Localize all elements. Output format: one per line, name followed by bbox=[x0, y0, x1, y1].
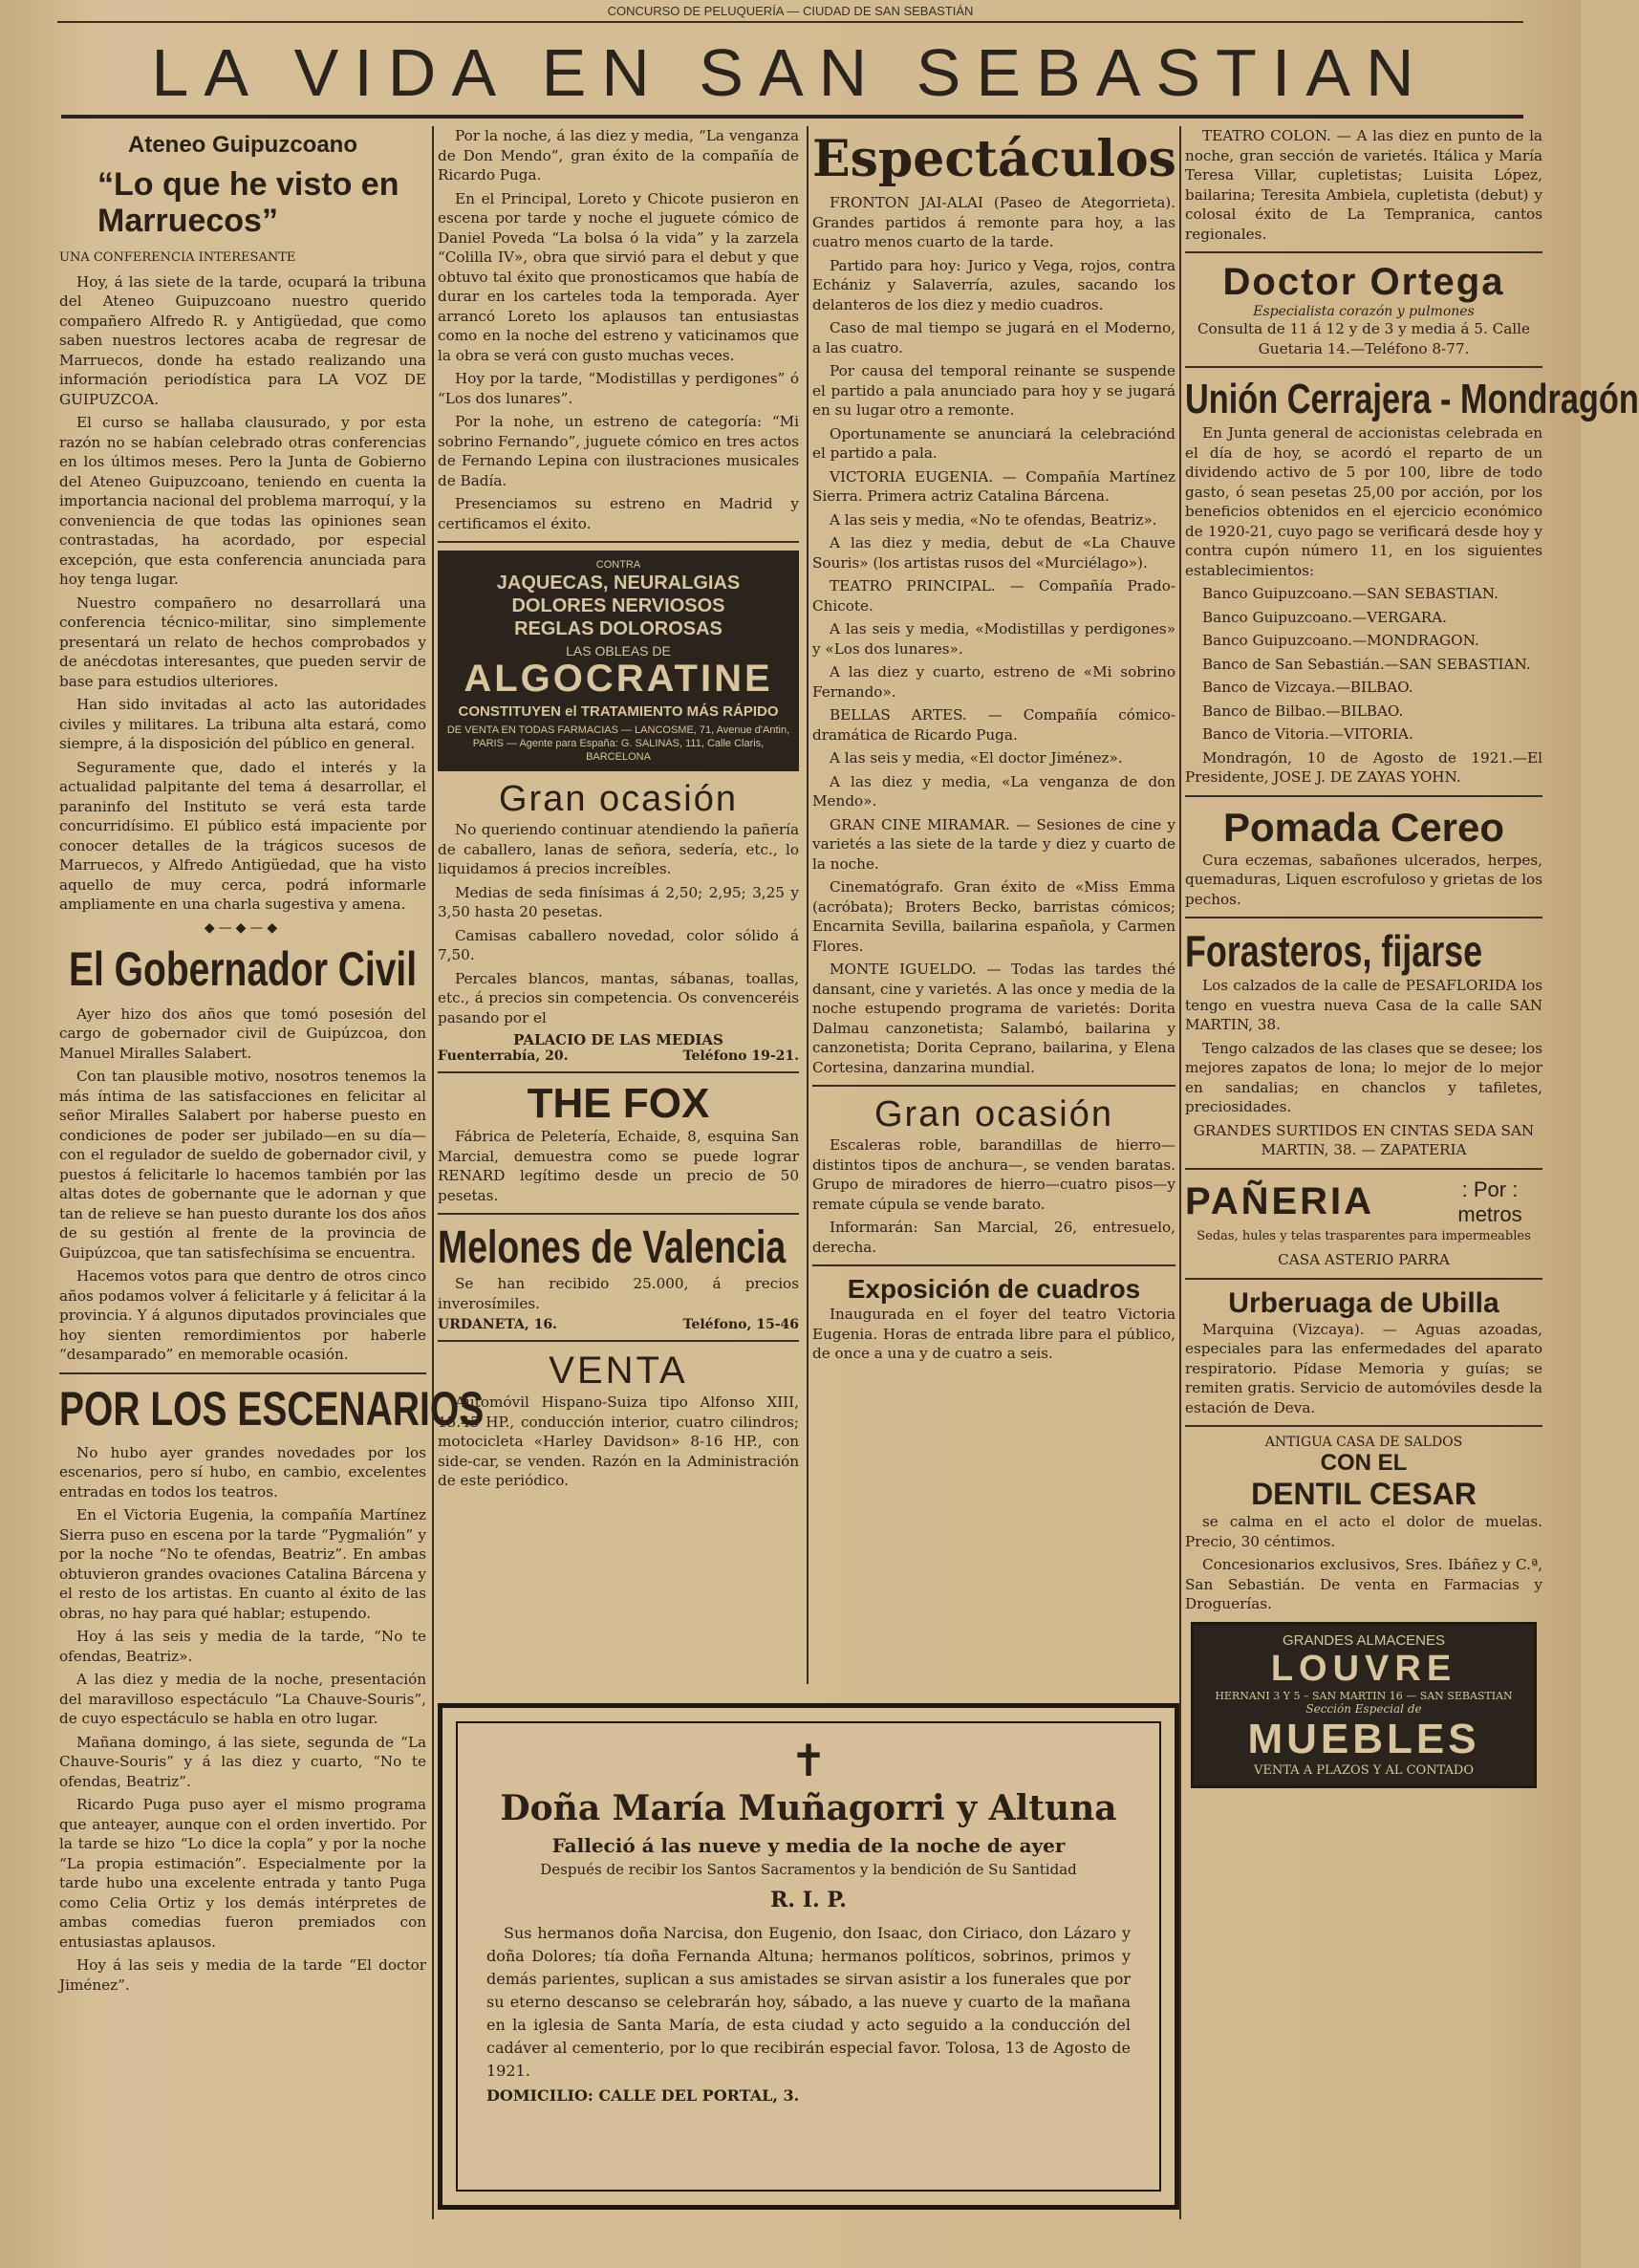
funeral-rip: R. I. P. bbox=[770, 1888, 847, 1912]
listing: MONTE IGUELDO. — Todas las tardes thé dansant, cine y varietés. A las once y media de la noche estupendo programa de varietés: Dorita Dalmau canzonetista; Salambó, bailarina y canzonetista; Dorita Ceprano, bailarina, y Elena Cortesina, danzarina mundial. bbox=[812, 961, 1175, 1076]
cross-icon: ✝ bbox=[789, 1735, 828, 1786]
funeral-line1: Falleció á las nueve y media de la noche de ayer bbox=[551, 1834, 1066, 1857]
urberuaga-title: Urberuaga de Ubilla bbox=[1228, 1286, 1499, 1319]
dentil-title: DENTIL CESAR bbox=[1251, 1477, 1477, 1511]
gran-ocasion-2-title: Gran ocasión bbox=[873, 1094, 1113, 1134]
algo-line: REGLAS DOLOROSAS bbox=[514, 618, 722, 639]
divider bbox=[1185, 366, 1542, 368]
divider bbox=[1185, 1278, 1542, 1280]
column-3 bbox=[812, 126, 1175, 1674]
ateneo-subhead: UNA CONFERENCIA INTERESANTE bbox=[59, 250, 296, 265]
algo-line: DOLORES NERVIOSOS bbox=[511, 595, 725, 616]
paragraph: Sedas, hules y telas trasparentes para impermeables bbox=[1197, 1228, 1531, 1243]
venta-title: VENTA bbox=[549, 1350, 688, 1392]
espectaculos-title: Espectáculos bbox=[812, 130, 1176, 188]
divider bbox=[1185, 917, 1542, 918]
funeral-line2: Después de recibir los Santos Sacramentos y la bendición de Su Santidad bbox=[540, 1861, 1077, 1878]
listing: TEATRO PRINCIPAL. — Compañía Prado-Chicote. bbox=[812, 577, 1175, 615]
paragraph: Hacemos votos para que dentro de otros cinco años podamos volver á felicitarle y á felicitar á la provincia. Y á algunos diputados provinciales que hoy sienten remordimientos por haberle “desamparado” en memorable ocasión. bbox=[59, 1267, 426, 1363]
divider bbox=[1185, 1425, 1542, 1427]
funeral-text: Sus hermanos doña Narcisa, don Eugenio, don Isaac, don Ciriaco, don Lázaro y doña Dolores; tía doña Fernanda Altuna; hermanos políticos, sobrinos, primos y demás parientes, suplican a sus amistades se sirvan asistir a los funerales que por su eterno descanso se celebrarán hoy, sábado, a las nueve y cuarto de la mañana en la iglesia de Santa María, de esta ciudad y acto seguido a la conducción del cadáver al cementerio, por lo que recibirán especial favor. Tolosa, 13 de Agosto de 1921. bbox=[486, 1924, 1131, 2080]
paragraph: Los calzados de la calle de PESAFLORIDA los tengo en vuestra nueva Casa de la calle SAN MARTIN, 38. bbox=[1185, 977, 1542, 1033]
paragraph: A las diez y media de la noche, presentación del maravilloso espectáculo “La Chauve-Souris”, de cuyo espectáculo se habla en otro lugar. bbox=[59, 1671, 426, 1727]
louvre-muebles: MUEBLES bbox=[1247, 1715, 1480, 1762]
funeral-inner bbox=[456, 1721, 1161, 2192]
divider bbox=[438, 541, 799, 543]
listing: A las seis y media, «No te ofendas, Beatriz». bbox=[830, 510, 1157, 529]
forasteros-title: Forasteros, fijarse bbox=[1185, 926, 1483, 976]
store-name: PALACIO DE LAS MEDIAS bbox=[513, 1031, 723, 1048]
column-4 bbox=[1185, 126, 1639, 2229]
paragraph: Nuestro compañero no desarrollará una conferencia técnico-militar, sino simplemente presentará un relato de hechos comprobados y de anécdotas interesantes, que pueden servir de base para estudios ulteriores. bbox=[59, 594, 426, 690]
dentil-con: CON EL bbox=[1320, 1450, 1408, 1476]
ortega-sub: Especialista corazón y pulmones bbox=[1253, 304, 1475, 319]
listing: Oportunamente se anunciará la celebraciónd el partido a pala. bbox=[812, 424, 1175, 462]
paragraph: En el Victoria Eugenia, la compañía Martínez Sierra puso en escena por la tarde “Pygmalión” y por la noche “No te ofendas, Beatriz”. En ambas obtuvieron grandes ovaciones Catalina Bárcena y el resto de los artistas. En cuanto al éxito de las obras, no hay para qué hablar; estupendo. bbox=[59, 1506, 426, 1622]
ortega-title: Doctor Ortega bbox=[1222, 261, 1505, 303]
phone: Teléfono, 15-46 bbox=[682, 1317, 799, 1332]
bank: Banco de Vitoria.—VITORIA. bbox=[1202, 725, 1413, 743]
paragraph: En el Principal, Loreto y Chicote pusieron en escena por tarde y noche el juguete cómico de Daniel Poveda “La bolsa ó la vida” y la zarzela “Colilla IV», obra que sirvió para el debut y que obtuvo tal éxito que pronosticamos que había de durar en los carteles toda la temporada. Ayer arrancó Loreto los aplausos tan entusiastas como en la noche del estreno y vaticinamos que la obra se verá con gusto muchas veces. bbox=[438, 189, 799, 364]
escenarios-title: POR LOS ESCENARIOS bbox=[59, 1381, 485, 1436]
listing: BELLAS ARTES. — Compañía cómico-dramática de Ricardo Puga. bbox=[812, 706, 1175, 744]
louvre-top: GRANDES ALMACENES bbox=[1282, 1631, 1446, 1649]
bank: Banco Guipuzcoano.—VERGARA. bbox=[1202, 608, 1447, 626]
bank: Banco Guipuzcoano.—MONDRAGON. bbox=[1202, 632, 1479, 649]
paragraph: Ayer hizo dos años que tomó posesión del cargo de gobernador civil de Guipúzcoa, don Manuel Miralles Salabert. bbox=[59, 1004, 426, 1062]
paragraph: Seguramente que, dado el interés y la actualidad palpitante del tema á desarrollar, el paraninfo del Instituto se verá esta tarde concurridísimo. El público está impaciente por conocer detalles de la trágicos sucesos de Marruecos, y Alfredo Antigüedad, que ha visto aquello de muy cerca, podrá informarle ampliamente en una charla sugestiva y amena. bbox=[59, 758, 426, 913]
paragraph: Ricardo Puga puso ayer el mismo programa que anteayer, aunque con el orden invertido. Por la tarde se hizo “Lo dice la copla” y por la noche “La propia estimación”. Especialmente por la tarde hubo una excelente entrada y tanto Puga como Celia Ortiz y los demás intérpretes de ambas comedias fueron premiados con entusiastas aplausos. bbox=[59, 1796, 426, 1951]
bank: Banco de San Sebastián.—SAN SEBASTIAN. bbox=[1202, 655, 1531, 673]
algo-small: DE VENTA EN TODAS FARMACIAS — LANCOSME, 71, Avenue d'Antin, PARIS — Agente para España: G. SALINAS, 111, Calle Claris, BARCELONA bbox=[446, 724, 790, 763]
paragraph: Informarán: San Marcial, 26, entresuelo, derecha. bbox=[812, 1219, 1175, 1256]
paragraph: Escaleras roble, barandillas de hierro—distintos tipos de anchura—, se venden baratas. Grupo de miradores de hierro—cuatro pisos—y remate cúpula se vende barato. bbox=[812, 1136, 1175, 1213]
paragraph: No queriendo continuar atendiendo la pañería de caballero, lanas de señora, sedería, etc., lo liquidamos á precios increíbles. bbox=[438, 821, 799, 877]
paragraph: Camisas caballero novedad, color sólido á 7,50. bbox=[438, 926, 799, 963]
divider bbox=[59, 1372, 426, 1374]
paragraph: se calma en el acto el dolor de muelas. Precio, 30 céntimos. bbox=[1185, 1513, 1542, 1550]
louvre-ad bbox=[1191, 1622, 1537, 1788]
paragraph: Se han recibido 25.000, á precios inverosímiles. bbox=[438, 1275, 799, 1312]
gran-ocasion-title: Gran ocasión bbox=[498, 779, 738, 819]
column-rule bbox=[1179, 126, 1181, 2219]
listing: Cinematógrafo. Gran éxito de «Miss Emma (acróbata); Broters Becko, barristas cómicos; Encarnita Sevilla, bailarina española, y Carmen Flores. bbox=[812, 878, 1175, 955]
listing: Por causa del temporal reinante se suspende el partido a pala anunciado para hoy y se jugará en su lugar otro a remonte. bbox=[812, 362, 1175, 419]
bank: Banco de Bilbao.—BILBAO. bbox=[1202, 702, 1404, 720]
paragraph: CASA ASTERIO PARRA bbox=[1278, 1251, 1450, 1268]
paragraph: Fábrica de Peletería, Echaide, 8, esquina San Marcial, demuestra como se puede lograr RENARD legítimo desde un precio de 50 pesetas. bbox=[438, 1128, 799, 1204]
bank: Banco de Vizcaya.—BILBAO. bbox=[1202, 679, 1413, 696]
paragraph: Marquina (Vizcaya). — Aguas azoadas, especiales para las enfermedades del aparato respiratorio. Pídase Memoria y guías; se remiten gratis. Servicio de automóviles desde la estación de Deva. bbox=[1185, 1320, 1542, 1416]
divider bbox=[1185, 251, 1542, 253]
louvre-addr: HERNANI 3 Y 5 – SAN MARTIN 16 — SAN SEBASTIAN bbox=[1215, 1689, 1513, 1702]
paragraph: Presenciamos su estreno en Madrid y certificamos el éxito. bbox=[438, 495, 799, 532]
paragraph: Mondragón, 10 de Agosto de 1921.—El Presidente, JOSE J. DE ZAYAS YOHN. bbox=[1185, 748, 1542, 786]
address: URDANETA, 16. bbox=[438, 1317, 557, 1332]
paragraph: Medias de seda finísimas á 2,50; 2,95; 3,25 y 3,50 hasta 20 pesetas. bbox=[438, 883, 799, 920]
paragraph: No hubo ayer grandes novedades por los escenarios, pero sí hubo, en cambio, excelentes entradas en todos los teatros. bbox=[59, 1443, 426, 1501]
divider bbox=[438, 1213, 799, 1215]
divider bbox=[1185, 1168, 1542, 1170]
algo-obleas: LAS OBLEAS DE bbox=[566, 643, 671, 659]
algo-line: JAQUECAS, NEURALGIAS bbox=[496, 572, 741, 594]
listing: GRAN CINE MIRAMAR. — Sesiones de cine y varietés a las siete de la tarde y diez y cuarto de la noche. bbox=[812, 815, 1175, 873]
paragraph: Inaugurada en el foyer del teatro Victoria Eugenia. Horas de entrada libre para el público, de once a una y de cuatro a seis. bbox=[812, 1306, 1175, 1362]
listing: A las diez y cuarto, estreno de «Mi sobrino Fernando». bbox=[812, 663, 1175, 701]
divider bbox=[1185, 795, 1542, 797]
exposicion-title: Exposición de cuadros bbox=[847, 1274, 1141, 1304]
paragraph: Con tan plausible motivo, nosotros tenemos la más íntima de las satisfacciones en felicitar al señor Miralles Salabert por haberse puesto en condiciones de poder ser jubilado—en su día—con el regulador de sueldo de gobernador civil, y puestos á felicitarle lo hacemos también por las altas dotes de gobernante que le adornan y que tan de relieve se han puesto durante los dos años de su gestión al frente de la provincia de Guipúzcoa, que tan satisfechísima se encuentra. bbox=[59, 1068, 426, 1262]
louvre-section: Sección Especial de bbox=[1305, 1701, 1422, 1716]
paragraph: Tengo calzados de las clases que se desee; los mejores zapatos de lona; lo mejor de lo mejor en sandalias; en chanclos y tafiletes, preciosidades. bbox=[1185, 1039, 1542, 1115]
ateneo-kicker: Ateneo Guipuzcoano bbox=[128, 132, 357, 158]
paragraph: Concesionarios exclusivos, Sres. Ibáñez y C.ª, San Sebastián. De venta en Farmacias y Droguerías. bbox=[1185, 1556, 1542, 1612]
listing: A las seis y media, «El doctor Jiménez». bbox=[830, 749, 1123, 767]
algocratine-ad bbox=[438, 551, 799, 771]
address-row bbox=[438, 1317, 799, 1332]
paneria-side: : Por : metros bbox=[1457, 1177, 1522, 1226]
column-1 bbox=[59, 126, 485, 2229]
bank: Banco Guipuzcoano.—SAN SEBASTIAN. bbox=[1202, 585, 1499, 602]
listing: VICTORIA EUGENIA. — Compañía Martínez Sierra. Primera actriz Catalina Bárcena. bbox=[812, 467, 1175, 505]
column-2 bbox=[438, 126, 799, 1674]
paragraph: Hoy por la tarde, “Modistillas y perdigones” ó “Los dos lunares”. bbox=[438, 370, 799, 407]
paragraph: Percales blancos, mantas, sábanas, toallas, etc., á precios sin competencia. Os convenceréis pasando por el bbox=[438, 969, 799, 1026]
louvre-name: LOUVRE bbox=[1270, 1648, 1457, 1689]
funeral-name: Doña María Muñagorri y Altuna bbox=[500, 1788, 1117, 1828]
paragraph: Automóvil Hispano-Suiza tipo Alfonso XIII, 15.45 HP., conducción interior, cuatro cilindros; motocicleta «Harley Davidson» 8-16 HP., con side-car, se venden. Razón en la Administración de este periódico. bbox=[438, 1393, 799, 1489]
paragraph: Hoy á las seis y media de la tarde “El doctor Jiménez”. bbox=[59, 1956, 426, 1994]
paragraph: GRANDES SURTIDOS EN CINTAS SEDA SAN MARTIN, 38. — ZAPATERIA bbox=[1193, 1121, 1535, 1158]
divider bbox=[438, 1340, 799, 1342]
paragraph: Consulta de 11 á 12 y de 3 y media á 5. Calle Guetaria 14.—Teléfono 8-77. bbox=[1197, 320, 1530, 357]
gobernador-title: El Gobernador Civil bbox=[69, 941, 418, 996]
paragraph: Han sido invitadas al acto las autoridades civiles y militares. La tribuna alta estará, como siempre, á la disposición del público en general. bbox=[59, 696, 426, 752]
pomada-title: Pomada Cereo bbox=[1222, 804, 1505, 850]
masthead: LA VIDA EN SAN SEBASTIAN bbox=[151, 35, 1430, 110]
ateneo-title: “Lo que he visto en Marruecos” bbox=[97, 166, 399, 239]
fox-title: THE FOX bbox=[527, 1080, 710, 1127]
paneria-header bbox=[1185, 1177, 1542, 1227]
funeral-domicilio: DOMICILIO: CALLE DEL PORTAL, 3. bbox=[486, 2086, 800, 2105]
listing: FRONTON JAI-ALAI (Paseo de Ategorrieta). Grandes partidos á remonte para hoy, a las cuatro menos cuarto de la tarde. bbox=[812, 194, 1175, 250]
paneria-title: PAÑERIA bbox=[1185, 1180, 1375, 1222]
address: Fuenterrabía, 20. bbox=[438, 1048, 569, 1064]
algo-contra: CONTRA bbox=[595, 559, 641, 571]
funeral-notice bbox=[438, 1703, 1179, 2210]
masthead-rule bbox=[61, 115, 1523, 119]
listing: A las seis y media, «Modistillas y perdigones» y «Los dos lunares». bbox=[812, 620, 1175, 658]
listing: Caso de mal tiempo se jugará en el Moderno, a las cuatro. bbox=[812, 319, 1175, 356]
phone: Teléfono 19-21. bbox=[682, 1048, 799, 1064]
paragraph: Hoy á las seis y media de la tarde, “No te ofendas, Beatriz». bbox=[59, 1628, 426, 1665]
listing: A las diez y media, «La venganza de don Mendo». bbox=[812, 772, 1175, 810]
paragraph: Por la noche, á las diez y media, “La venganza de Don Mendo”, gran éxito de la compañía de Ricardo Puga. bbox=[438, 127, 799, 184]
listing: Partido para hoy: Jurico y Vega, rojos, contra Echániz y Salaverría, azules, sacando los delanteros de los diez y medio cuadros. bbox=[812, 256, 1175, 313]
top-strip: CONCURSO DE PELUQUERÍA — CIUDAD DE SAN SEBASTIÁN bbox=[57, 4, 1523, 23]
algo-brand: ALGOCRATINE bbox=[464, 658, 773, 700]
paragraph: El curso se hallaba clausurado, y por esta razón no se habían celebrado otras conferencias en los últimos meses. Pero la Junta de Gobierno del Ateneo Guipuzcoano, teniendo en cuenta la importancia nacional del problema marroquí, y la conveniencia de que todas las opiniones sean contrastadas, ha acordado, por especial excepción, que esta conferencia anunciada para hoy tenga lugar. bbox=[59, 414, 426, 588]
column-rule bbox=[807, 126, 809, 1684]
algo-tagline: CONSTITUYEN el TRATAMIENTO MÁS RÁPIDO bbox=[458, 703, 779, 720]
address-row bbox=[438, 1048, 799, 1064]
paragraph: Por la nohe, un estreno de categoría: “Mi sobrino Fernando”, juguete cómico en tres actos de Fernando Lepina con ilustraciones musicales de Badía. bbox=[438, 413, 799, 489]
ornament: ◆—◆—◆ bbox=[204, 919, 282, 936]
union-title: Unión Cerrajera - Mondragón bbox=[1185, 376, 1639, 422]
listing: A las diez y media, debut de «La Chauve Souris» (los artistas rusos del «Murciélago»). bbox=[812, 534, 1175, 572]
column-rule bbox=[432, 126, 434, 2219]
paragraph: Hoy, á las siete de la tarde, ocupará la tribuna del Ateneo Guipuzcoano nuestro querido compañero Alfredo R. y Antigüedad, que como saben nuestros lectores acaba de regresar de Marruecos, donde ha estado realizando una información periodística para LA VOZ DE GUIPUZCOA. bbox=[59, 272, 426, 408]
dentil-kicker: ANTIGUA CASA DE SALDOS bbox=[1264, 1435, 1463, 1450]
paragraph: Cura eczemas, sabañones ulcerados, herpes, quemaduras, Liquen escrofuloso y grietas de los pechos. bbox=[1185, 851, 1542, 908]
divider bbox=[812, 1264, 1175, 1266]
divider bbox=[438, 1071, 799, 1073]
melones-title: Melones de Valencia bbox=[438, 1222, 787, 1273]
louvre-foot: VENTA A PLAZOS Y AL CONTADO bbox=[1253, 1762, 1475, 1778]
paragraph: Mañana domingo, á las siete, segunda de “La Chauve-Souris” y á las diez y cuarto, “No te ofendas, Beatriz”. bbox=[59, 1733, 426, 1790]
paragraph: En Junta general de accionistas celebrada en el día de hoy, se acordó el reparto de un dividendo activo de 5 por 100, libre de todo gasto, ó sean pesetas 25,00 por acción, por los beneficios obtenidos en el ejercicio económico de 1920-21, cuyo pago se verificará desde hoy y contra cupón número 11, en los siguientes establecimientos: bbox=[1185, 424, 1542, 579]
divider bbox=[812, 1085, 1175, 1087]
listing: TEATRO COLON. — A las diez en punto de la noche, gran sección de varietés. Itálica y María Teresa Villar, cupletistas; Luisita López, bailarina; Teresita Ambiela, cupletista (debut) y colosal éxito de La Tempranica, cantos regionales. bbox=[1185, 127, 1542, 243]
